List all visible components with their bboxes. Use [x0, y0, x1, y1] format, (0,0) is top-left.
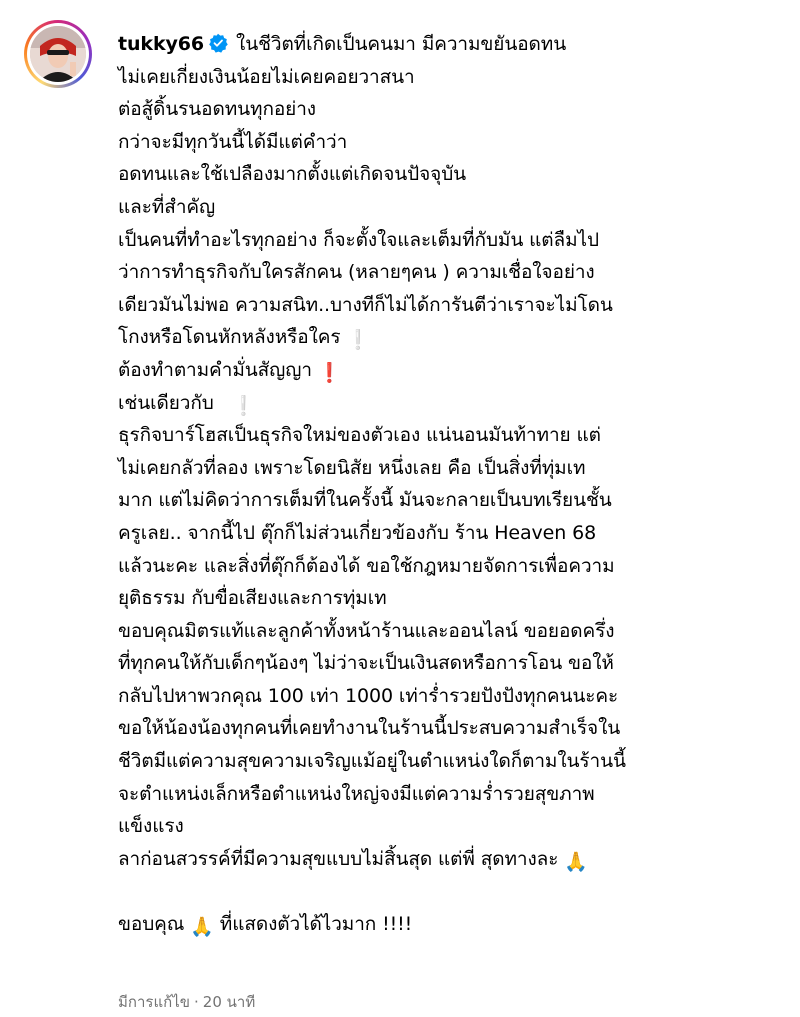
caption-line: ลาก่อนสวรรค์ที่มีความสุขแบบไม่สิ้นสุด แต่พี่ สุดทางละ	[118, 847, 559, 870]
caption-line: ขอบคุณ	[118, 913, 185, 936]
caption-line: ขอให้น้องน้องทุกคนที่เคยทำงานในร้านนี้ประสบความสำเร็จใน	[118, 717, 621, 740]
caption-line: เดียวมันไม่พอ ความสนิท..บางทีก็ไม่ได้การันตีว่าเราจะไม่โดน	[118, 293, 613, 316]
caption-line: ธุรกิจบาร์โฮสเป็นธุรกิจใหม่ของตัวเอง แน่นอนมันท้าทาย แต่	[118, 424, 601, 447]
praying-hands-emoji-icon: 🙏	[564, 850, 588, 873]
caption-line: ขอบคุณมิตรแท้และลูกค้าทั้งหน้าร้านและออนไลน์ ขอยอดครึ่ง	[118, 619, 615, 642]
caption-line: ต่อสู้ดิ้นรนอดทนทุกอย่าง	[118, 98, 316, 121]
caption-line: ไม่เคยกลัวที่ลอง เพราะโดยนิสัย หนึ่งเลย คือ เป็นสิ่งที่ทุ่มเท	[118, 456, 586, 479]
caption-line: เช่นเดียวกับ	[118, 391, 214, 414]
caption-line: กลับไปหาพวกคุณ 100 เท่า 1000 เท่าร่ำรวยปังปังทุกคนนะคะ	[118, 684, 619, 707]
caption-line: ยุติธรรม กับขื่อเสียงและการทุ่มเท	[118, 587, 387, 610]
story-ring[interactable]	[24, 20, 92, 88]
white-exclamation-emoji-icon: ❕	[231, 394, 256, 417]
timestamp[interactable]: 20 นาที	[202, 993, 256, 1011]
caption-line: ที่แสดงตัวได้ไวมาก !!!!	[219, 913, 413, 936]
caption-line: ครูเลย.. จากนี้ไป ตุ๊กก็ไม่ส่วนเกี่ยวข้องกับ ร้าน Heaven 68	[118, 521, 597, 544]
avatar-image	[30, 26, 86, 82]
caption-line: แข็งแรง	[118, 815, 184, 838]
praying-hands-emoji-icon: 🙏	[190, 916, 214, 939]
caption-line: ชีวิตมีแต่ความสุขความเจริญแม้อยู่ในตำแหน่งใดก็ตามในร้านนี้	[118, 750, 626, 773]
caption-line: ต้องทำตามคำมั่นสัญญา	[118, 358, 312, 381]
edited-label: มีการแก้ไข	[118, 993, 190, 1011]
caption-line: จะตำแหน่งเล็กหรือตำแหน่งใหญ่จงมีแต่ความร่ำรวยสุขภาพ	[118, 782, 595, 805]
caption-line: มาก แต่ไม่คิดว่าการเต็มที่ในครั้งนี้ มันจะกลายเป็นบทเรียนชั้น	[118, 489, 612, 512]
caption-line: และที่สำคัญ	[118, 195, 216, 218]
caption-line: อดทนและใช้เปลืองมากตั้งแต่เกิดจนปัจจุบัน	[118, 163, 467, 186]
verified-badge-icon	[208, 33, 228, 53]
caption-line: โกงหรือโดนหักหลังหรือใคร	[118, 326, 341, 349]
caption-line: ไม่เคยเกี่ยงเงินน้อยไม่เคยคอยวาสนา	[118, 65, 415, 88]
caption-line: ในชีวิตที่เกิดเป็นคนมา มีความขยันอดทน	[236, 33, 567, 55]
red-exclamation-emoji-icon: ❗	[317, 361, 342, 384]
caption-line: แล้วนะคะ และสิ่งที่ตุ๊กก็ต้องได้ ขอใช้กฎหมายจัดการเพื่อความ	[118, 554, 615, 577]
caption-line: ว่าการทำธุรกิจกับใครสักคน (หลายๆคน ) ความเชื่อใจอย่าง	[118, 261, 595, 284]
white-exclamation-emoji-icon: ❕	[346, 329, 370, 352]
meta-separator: ·	[194, 993, 199, 1011]
post-caption	[118, 28, 778, 941]
username-link[interactable]: tukky66	[118, 33, 205, 55]
caption-line: กว่าจะมีทุกวันนี้ได้มีแต่คำว่า	[118, 130, 348, 153]
post-meta	[118, 990, 255, 1014]
caption-line: ที่ทุกคนให้กับเด็กๆน้องๆ ไม่ว่าจะเป็นเงินสดหรือการโอน ขอให้	[118, 652, 614, 675]
caption-line: เป็นคนที่ทำอะไรทุกอย่าง ก็จะตั้งใจและเต็มที่กับมัน แต่ลืมไป	[118, 228, 599, 251]
avatar[interactable]	[30, 26, 86, 82]
caption-blank-line	[118, 875, 778, 908]
